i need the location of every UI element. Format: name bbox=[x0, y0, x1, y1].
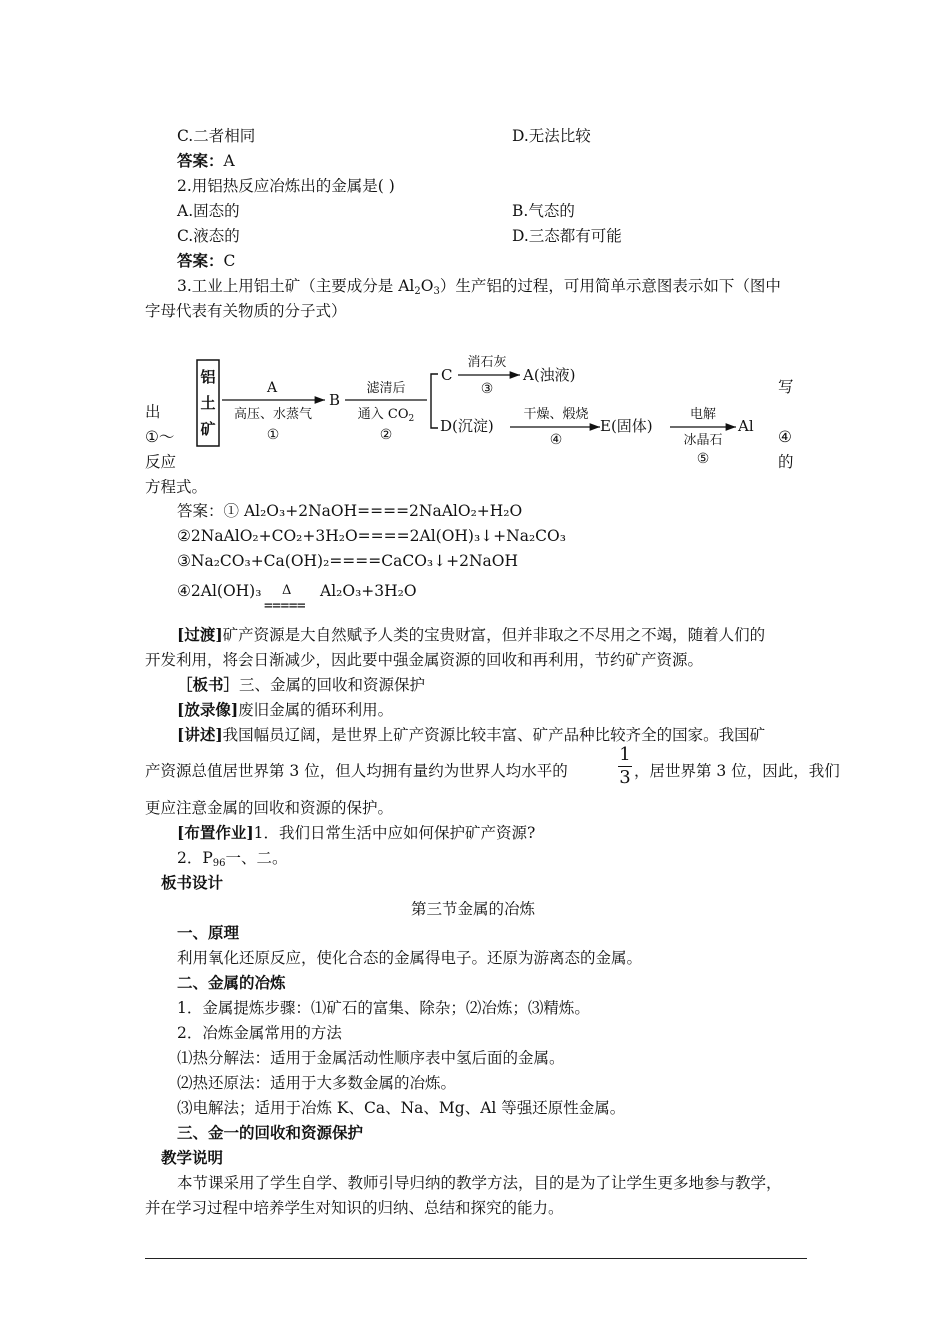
step5-condition-top: 电解 bbox=[689, 407, 717, 422]
q3-stem-line1: 3.工业上用铝土矿（主要成分是 $Al_2O_3$）生产铝的过程，可用简单示意图表示如下（图中 bbox=[177, 277, 781, 297]
homework-item1: [布置作业]1．我们日常生活中应如何保护矿产资源? bbox=[177, 823, 536, 842]
step2-condition-bottom: 通入 $CO_2$ bbox=[357, 407, 415, 424]
fraction-denominator: 3 bbox=[619, 767, 631, 788]
answer-eq1: 答案：① Al₂O₃+2NaOH====2NaAlO₂+H₂O bbox=[177, 502, 523, 520]
step5-condition-bottom: 冰晶石 bbox=[683, 433, 723, 448]
lecture-line2-pre: 产资源总值居世界第 3 位，但人均拥有量约为世界人均水平的 bbox=[145, 762, 568, 780]
teaching-notes-line2: 并在学习过程中培养学生对知识的归纳、总结和探究的能力。 bbox=[145, 1199, 564, 1217]
answer-value: A bbox=[223, 152, 235, 170]
transition-line2: 开发利用，将会日渐减少，因此要中强金属资源的回收和再利用，节约矿产资源。 bbox=[145, 651, 704, 669]
q3-stem-line2: 字母代表有关物质的分子式） bbox=[145, 302, 347, 320]
step1-condition: 高压、水蒸气 bbox=[233, 407, 313, 422]
step2-condition-top: 滤清后 bbox=[366, 381, 406, 396]
step3-reagent: 消石灰 bbox=[467, 355, 507, 370]
answer-label: 答案： bbox=[177, 251, 224, 270]
answer-eq3: ③Na₂CO₃+Ca(OH)₂====CaCO₃↓+2NaOH bbox=[177, 552, 519, 570]
method-2: ⑵热还原法：适用于大多数金属的冶炼。 bbox=[177, 1074, 457, 1092]
side-right-3: 的 bbox=[778, 453, 794, 471]
side-left-3: 反应 bbox=[145, 453, 177, 471]
section-1-heading: 一、原理 bbox=[177, 924, 240, 942]
node-c: C bbox=[441, 366, 453, 384]
step4-condition: 干燥、煅烧 bbox=[523, 407, 589, 422]
section-3-heading: 三、金一的回收和资源保护 bbox=[177, 1124, 364, 1142]
node-a: A(浊液) bbox=[523, 366, 576, 384]
step2-number: ② bbox=[379, 427, 393, 443]
method-1: ⑴热分解法：适用于金属活动性顺序表中氢后面的金属。 bbox=[177, 1049, 565, 1067]
teaching-notes-heading: 教学说明 bbox=[161, 1149, 224, 1167]
answer-eq2: ②2NaAlO₂+CO₂+3H₂O====2Al(OH)₃↓+Na₂CO₃ bbox=[177, 527, 566, 545]
ore-char-2: 土 bbox=[200, 394, 216, 412]
ore-char-3: 矿 bbox=[200, 420, 216, 438]
answer-value: C bbox=[223, 252, 236, 270]
transition-line1: [过渡]矿产资源是大自然赋予人类的宝贵财富，但并非取之不尽用之不竭，随着人们的 bbox=[177, 625, 766, 644]
q2-option-d: D.三态都有可能 bbox=[512, 227, 622, 245]
section-2-heading: 二、金属的冶炼 bbox=[177, 974, 286, 992]
bauxite-process-diagram bbox=[180, 350, 770, 475]
answer-eq4-condition: Δ bbox=[282, 583, 292, 598]
board-note: ［板书］三、金属的回收和资源保护 bbox=[177, 675, 426, 694]
q3-tail: 方程式。 bbox=[145, 478, 208, 496]
lecture-line1: [讲述]我国幅员辽阔，是世界上矿产资源比较丰富、矿产品种比较齐全的国家。我国矿 bbox=[177, 725, 766, 744]
side-left-1: 出 bbox=[145, 403, 161, 421]
q2-stem: 2.用铝热反应冶炼出的金属是( ) bbox=[177, 177, 395, 195]
answer-eq4-right: Al₂O₃+3H₂O bbox=[320, 582, 417, 600]
board-design-title: 第三节金属的冶炼 bbox=[411, 900, 536, 918]
section-1-text: 利用氧化还原反应，使化合态的金属得电子。还原为游离态的金属。 bbox=[177, 949, 643, 967]
board-design-heading: 板书设计 bbox=[161, 874, 224, 892]
answer-eq4-equals: ===== bbox=[264, 598, 306, 614]
q2-option-c: C.液态的 bbox=[177, 227, 240, 245]
node-b: B bbox=[329, 391, 341, 409]
q2-option-a: A.固态的 bbox=[177, 202, 240, 220]
answer-eq4-left: ④2Al(OH)₃ bbox=[177, 582, 262, 600]
homework-item2: 2．$P_{96}$一、二。 bbox=[177, 849, 288, 869]
step3-number: ③ bbox=[480, 381, 494, 397]
q1-answer bbox=[177, 150, 235, 172]
fraction-one-third bbox=[618, 745, 632, 788]
section-2-item2: 2．冶炼金属常用的方法 bbox=[177, 1024, 342, 1042]
side-right-1: 写 bbox=[778, 378, 794, 396]
step1-number: ① bbox=[266, 427, 280, 443]
ore-char-1: 铝 bbox=[200, 368, 216, 386]
node-al: Al bbox=[738, 417, 754, 435]
lecture-line3: 更应注意金属的回收和资源的保护。 bbox=[145, 799, 394, 817]
fraction-numerator: 1 bbox=[619, 744, 631, 765]
q1-option-c: C.二者相同 bbox=[177, 127, 256, 145]
side-left-2: ①～ bbox=[145, 428, 175, 446]
q2-option-b: B.气态的 bbox=[512, 202, 575, 220]
q2-answer bbox=[177, 250, 235, 272]
step1-reagent: A bbox=[266, 380, 278, 396]
side-right-2: ④ bbox=[778, 428, 792, 446]
node-e: E(固体) bbox=[600, 417, 653, 435]
q1-option-d: D.无法比较 bbox=[512, 127, 591, 145]
lecture-line2-post: ，居世界第 3 位，因此，我们 bbox=[634, 762, 840, 780]
step5-number: ⑤ bbox=[696, 451, 710, 467]
teaching-notes-line1: 本节课采用了学生自学、教师引导归纳的教学方法，目的是为了让学生更多地参与教学， bbox=[177, 1174, 782, 1192]
footer-rule bbox=[145, 1258, 807, 1259]
branch-bracket bbox=[431, 374, 438, 428]
step4-number: ④ bbox=[549, 432, 563, 448]
node-d: D(沉淀) bbox=[440, 417, 494, 435]
answer-label: 答案： bbox=[177, 151, 224, 170]
section-2-item1: 1．金属提炼步骤：⑴矿石的富集、除杂；⑵冶炼；⑶精炼。 bbox=[177, 999, 590, 1017]
video-note: [放录像]废旧金属的循环利用。 bbox=[177, 700, 394, 719]
method-3: ⑶电解法；适用于冶炼 K、Ca、Na、Mg、Al 等强还原性金属。 bbox=[177, 1099, 626, 1117]
